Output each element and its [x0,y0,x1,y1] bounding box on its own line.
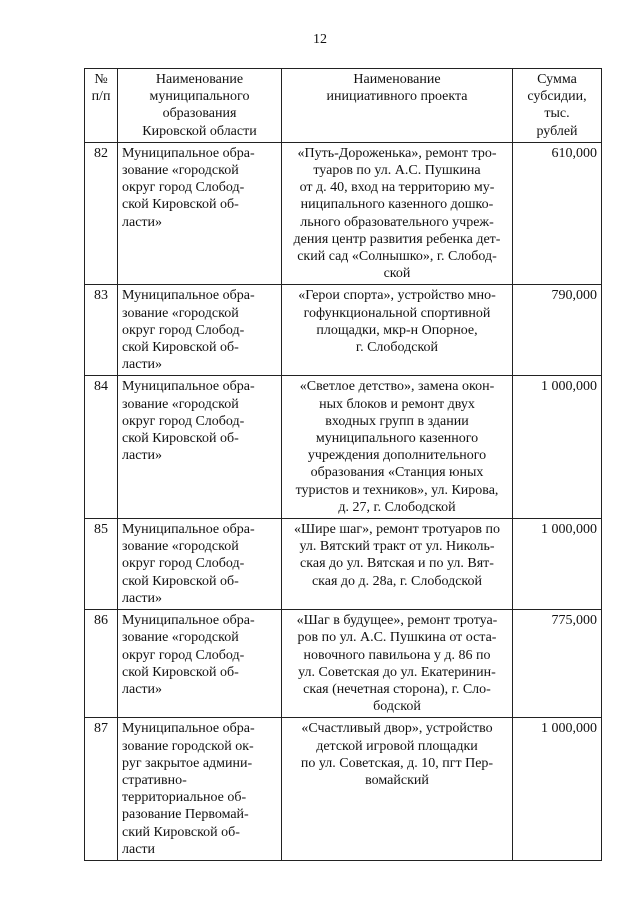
municipality-line: зование «городской [122,163,239,179]
project-line: «Путь-Дороженька», ремонт тро- [297,145,497,161]
municipality-line: ласти» [122,357,163,373]
subsidy-amount: 1 000,000 [513,519,602,610]
project-line: ская до д. 28а, г. Слободской [311,573,483,589]
project-name [282,285,513,376]
project-line: ул. Вятский тракт от ул. Николь- [299,539,495,555]
project-line: «Герои спорта», устройство мно- [298,288,496,304]
project-line: гофункциональной спортивной [303,305,491,321]
project-line: «Шире шаг», ремонт тротуаров по [294,522,500,538]
municipality-line: Муниципальное обра- [122,613,255,629]
subsidy-amount: 775,000 [513,610,602,718]
project-line: от д. 40, вход на территорию му- [299,180,495,196]
project-line: г. Слободской [355,340,439,356]
municipality-line: Муниципальное обра- [122,721,255,737]
project-line: площадки, мкр-н Опорное, [316,322,478,338]
municipality-line: разование Первомай- [122,807,249,823]
row-number: 83 [85,285,118,376]
municipality-line: зование «городской [122,630,239,646]
municipality-line: ской Кировской об- [122,340,239,356]
project-line: «Шаг в будущее», ремонт тротуа- [296,613,498,629]
project-line: туристов и техников», ул. Кирова, [295,482,499,498]
municipality-line: территориальное об- [122,790,247,806]
municipality-line: ской Кировской об- [122,197,239,213]
project-name [282,519,513,610]
municipality-name [118,376,282,519]
table-row [85,610,602,718]
municipality-line: зование «городской [122,396,239,412]
municipality-line: ласти» [122,681,163,697]
header-num: № п/п [85,69,118,143]
table-row [85,376,602,519]
project-line: льного образовательного учреж- [300,214,494,230]
table-row [85,519,602,610]
municipality-name [118,285,282,376]
project-line: входных групп в здании [325,413,469,429]
header-project: Наименование инициативного проекта [282,69,513,143]
subsidy-amount: 1 000,000 [513,376,602,519]
project-line: ниципального казенного дошко- [300,197,494,213]
row-number: 87 [85,718,118,861]
project-line: «Светлое детство», замена окон- [299,379,495,395]
municipality-line: ский Кировской об- [122,824,240,840]
project-line: муниципального казенного [315,431,479,447]
municipality-line: ской Кировской об- [122,573,239,589]
project-line: ской [383,266,411,282]
row-number: 86 [85,610,118,718]
project-line: ская до ул. Вятская и по ул. Вят- [300,556,494,572]
row-number: 82 [85,142,118,285]
table-row [85,718,602,861]
project-line: образования «Станция юных [310,465,484,481]
project-name [282,142,513,285]
municipality-line: Муниципальное обра- [122,288,255,304]
project-line: дения центр развития ребенка дет- [293,231,501,247]
municipality-name [118,718,282,861]
project-line: д. 27, г. Слободской [338,499,456,515]
municipality-line: округ город Слобод- [122,180,245,196]
project-line: ров по ул. А.С. Пушкина от оста- [297,630,497,646]
project-line: учреждения дополнительного [307,448,487,464]
municipality-name [118,519,282,610]
table-row [85,142,602,285]
table-row [85,285,602,376]
municipality-name [118,610,282,718]
table-body [85,142,602,860]
project-line: новочного павильона у д. 86 по [303,647,491,663]
project-line: ул. Советская до ул. Екатеринин- [298,664,496,680]
header-municipality: Наименование муниципального образования Кировской области [118,69,282,143]
municipality-line: зование городской ок- [122,738,254,754]
municipality-line: ласти [122,841,156,857]
page-number: 12 [313,32,327,47]
project-line: детской игровой площадки [316,738,478,754]
subsidy-amount: 790,000 [513,285,602,376]
municipality-line: стративно- [122,772,187,788]
project-name [282,376,513,519]
project-name [282,610,513,718]
project-line: ных блоков и ремонт двух [319,396,475,412]
municipality-line: округ город Слобод- [122,322,245,338]
municipality-line: округ город Слобод- [122,556,245,572]
municipality-line: ской Кировской об- [122,664,239,680]
header-row [85,69,602,143]
project-name [282,718,513,861]
municipality-line: ской Кировской об- [122,431,239,447]
municipality-line: округ город Слобод- [122,413,245,429]
row-number: 85 [85,519,118,610]
municipality-line: ласти» [122,214,163,230]
municipality-line: Муниципальное обра- [122,522,255,538]
project-line: ский сад «Солнышко», г. Слобод- [297,249,497,265]
project-line: туаров по ул. А.С. Пушкина [313,163,481,179]
project-line: ская (нечетная сторона), г. Сло- [303,681,491,697]
municipality-line: руг закрытое админи- [122,755,253,771]
municipality-line: округ город Слобод- [122,647,245,663]
subsidy-amount: 610,000 [513,142,602,285]
project-line: по ул. Советская, д. 10, пгт Пер- [300,755,494,771]
municipality-line: ласти» [122,590,163,606]
project-line: бодской [373,699,421,715]
subsidy-amount: 1 000,000 [513,718,602,861]
municipality-line: Муниципальное обра- [122,145,255,161]
row-number: 84 [85,376,118,519]
project-line: «Счастливый двор», устройство [301,721,493,737]
municipality-line: зование «городской [122,539,239,555]
municipality-name [118,142,282,285]
municipality-line: Муниципальное обра- [122,379,255,395]
municipality-line: ласти» [122,448,163,464]
subsidies-table [84,68,602,861]
project-line: вомайский [365,772,429,788]
municipality-line: зование «городской [122,305,239,321]
header-amount: Сумма субсидии, тыс. рублей [513,69,602,143]
